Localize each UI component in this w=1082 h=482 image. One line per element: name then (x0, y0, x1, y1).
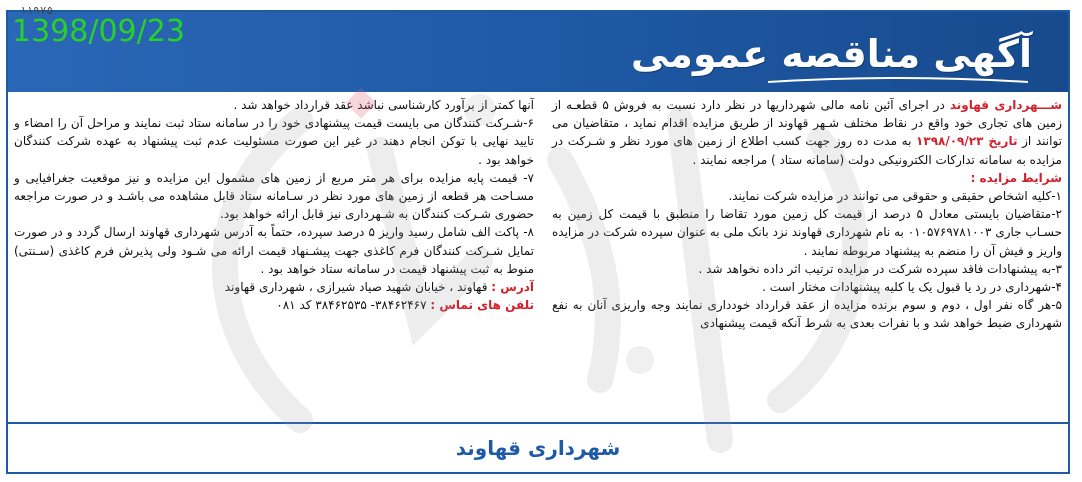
condition-item: ۴-شهرداری در رد یا قبول یک یا کلیه پیشنهادات مختار است . (762, 280, 1062, 295)
condition-item: ۷- قیمت پایه مزایده برای هر متر مربع از زمین های مشمول این مزایده و نیز موقعیت جغرافیایی و مسـاحت هر قطعه از زمین های مورد نظر در سـامانه ستاد قابل مشاهده می باشـد و در صورت مراجعه حضوری شـرکت کنندگان به شـهرداری نیز قابل ارائه خواهد بود. (14, 170, 534, 222)
intro-org: شـــهرداری قهاوند (949, 98, 1063, 112)
conditions-heading: شرایط مزایده : (970, 170, 1062, 185)
phone-label: تلفن های تماس : (430, 298, 534, 313)
title-swoosh-icon (768, 76, 1028, 86)
address-line (14, 278, 534, 296)
intro-paragraph: شـــهرداری قهاوند در اجرای آئین نامه مالی شهرداریها در نظر دارد نسبت به فروش ۵ قطعـه از زمین های تجاری خود واقع در نقاط مختلف شـهر قهاوند از طریق مزایده اقدام نماید ، متقاضیان می توانند از تاریخ ۱۳۹۸/۰۹/۲۳ به مدت ده روز جهت کسب اطلاع از زمین های مورد نظر و شـرکت در مزایده به سامانه تدارکات الکترونیکی دولت (سامانه ستاد ) مراجعه نمایند . (552, 98, 1063, 167)
intro-date: تاریخ ۱۳۹۸/۰۹/۲۳ (916, 134, 1018, 149)
date-stamp: 1398/09/23 (12, 14, 185, 49)
condition-continuation: آنها کمتر از برآورد کارشناسی نباشد عقد قرارداد خواهد شد . (233, 98, 534, 112)
condition-item: ۵-هر گاه نفر اول ، دوم و سوم برنده مزایده از عقد قرارداد خودداری نمایند وجه واریزی آنان به نفع شهرداری ضبط خواهد شد و با نفرات بعدی به شرط آنکه قیمت پیشنهادی (552, 298, 1062, 331)
address-value: قهاوند ، خیابان شهید صیاد شیرازی ، شهرداری قهاوند (224, 280, 492, 295)
condition-item: ۶-شـرکت کنندگان می بایست قیمت پیشنهادی خود را در سامانه ستاد ثبت نمایند و مراحل آن را امضاء و تایید نهایی با توکن انجام دهند در غیر این صورت مسئولیت عدم ثبت پیشنهاد به عهده شرکت کنندگان خواهد بود . (14, 116, 534, 167)
condition-item: ۲-متقاضیان بایستی معادل ۵ درصد از قیمت کل زمین مورد تقاضا را منطبق با قیمت کل زمین به حسـاب جاری ۰۱۰۵۷۶۹۷۸۱۰۰۳ به نام شهرداری قهاوند نزد بانک ملی به عنوان سپرده شرکت در مزایده واریز و فیش آن را منضم به پیشنهاد مربوطه نمایند . (552, 207, 1063, 258)
condition-item: ۸- پاکت الف شامل رسید واریز ۵ درصد سپرده، حتماً به آدرس شهرداری قهاوند ارسال گردد و در صورت تمایل شـرکت کنندگان فرم کاغذی جهت پیشـنهاد قیمت ارائه می شـود ولی پذیرش فرم کاغذی (سـنتی) منوط به ثبت پیشنهاد قیمت در سامانه ستاد خواهد بود . (14, 225, 534, 276)
footer (8, 424, 1068, 472)
phone-value: ۳۸۴۶۲۴۶۷- ۳۸۴۶۲۵۳۵ کد ۰۸۱ (276, 298, 431, 313)
notice-title: آگهی مناقصه عمومی (630, 32, 1032, 76)
address-label: آدرس : (491, 280, 534, 295)
condition-item: ۳-به پیشنهادات فاقد سپرده شرکت در مزایده ترتیب اثر داده نخواهد شد . (698, 261, 1062, 276)
right-column (552, 96, 1062, 333)
phone-line (14, 296, 534, 314)
condition-item: ۱-کلیه اشخاص حقیقی و حقوقی می توانند در مزایده شرکت نمایند. (728, 189, 1062, 204)
left-column (14, 96, 534, 314)
reference-number: ۱۱۹۷۵ (20, 4, 54, 17)
footer-org-name: شهرداری قهاوند (455, 436, 621, 460)
